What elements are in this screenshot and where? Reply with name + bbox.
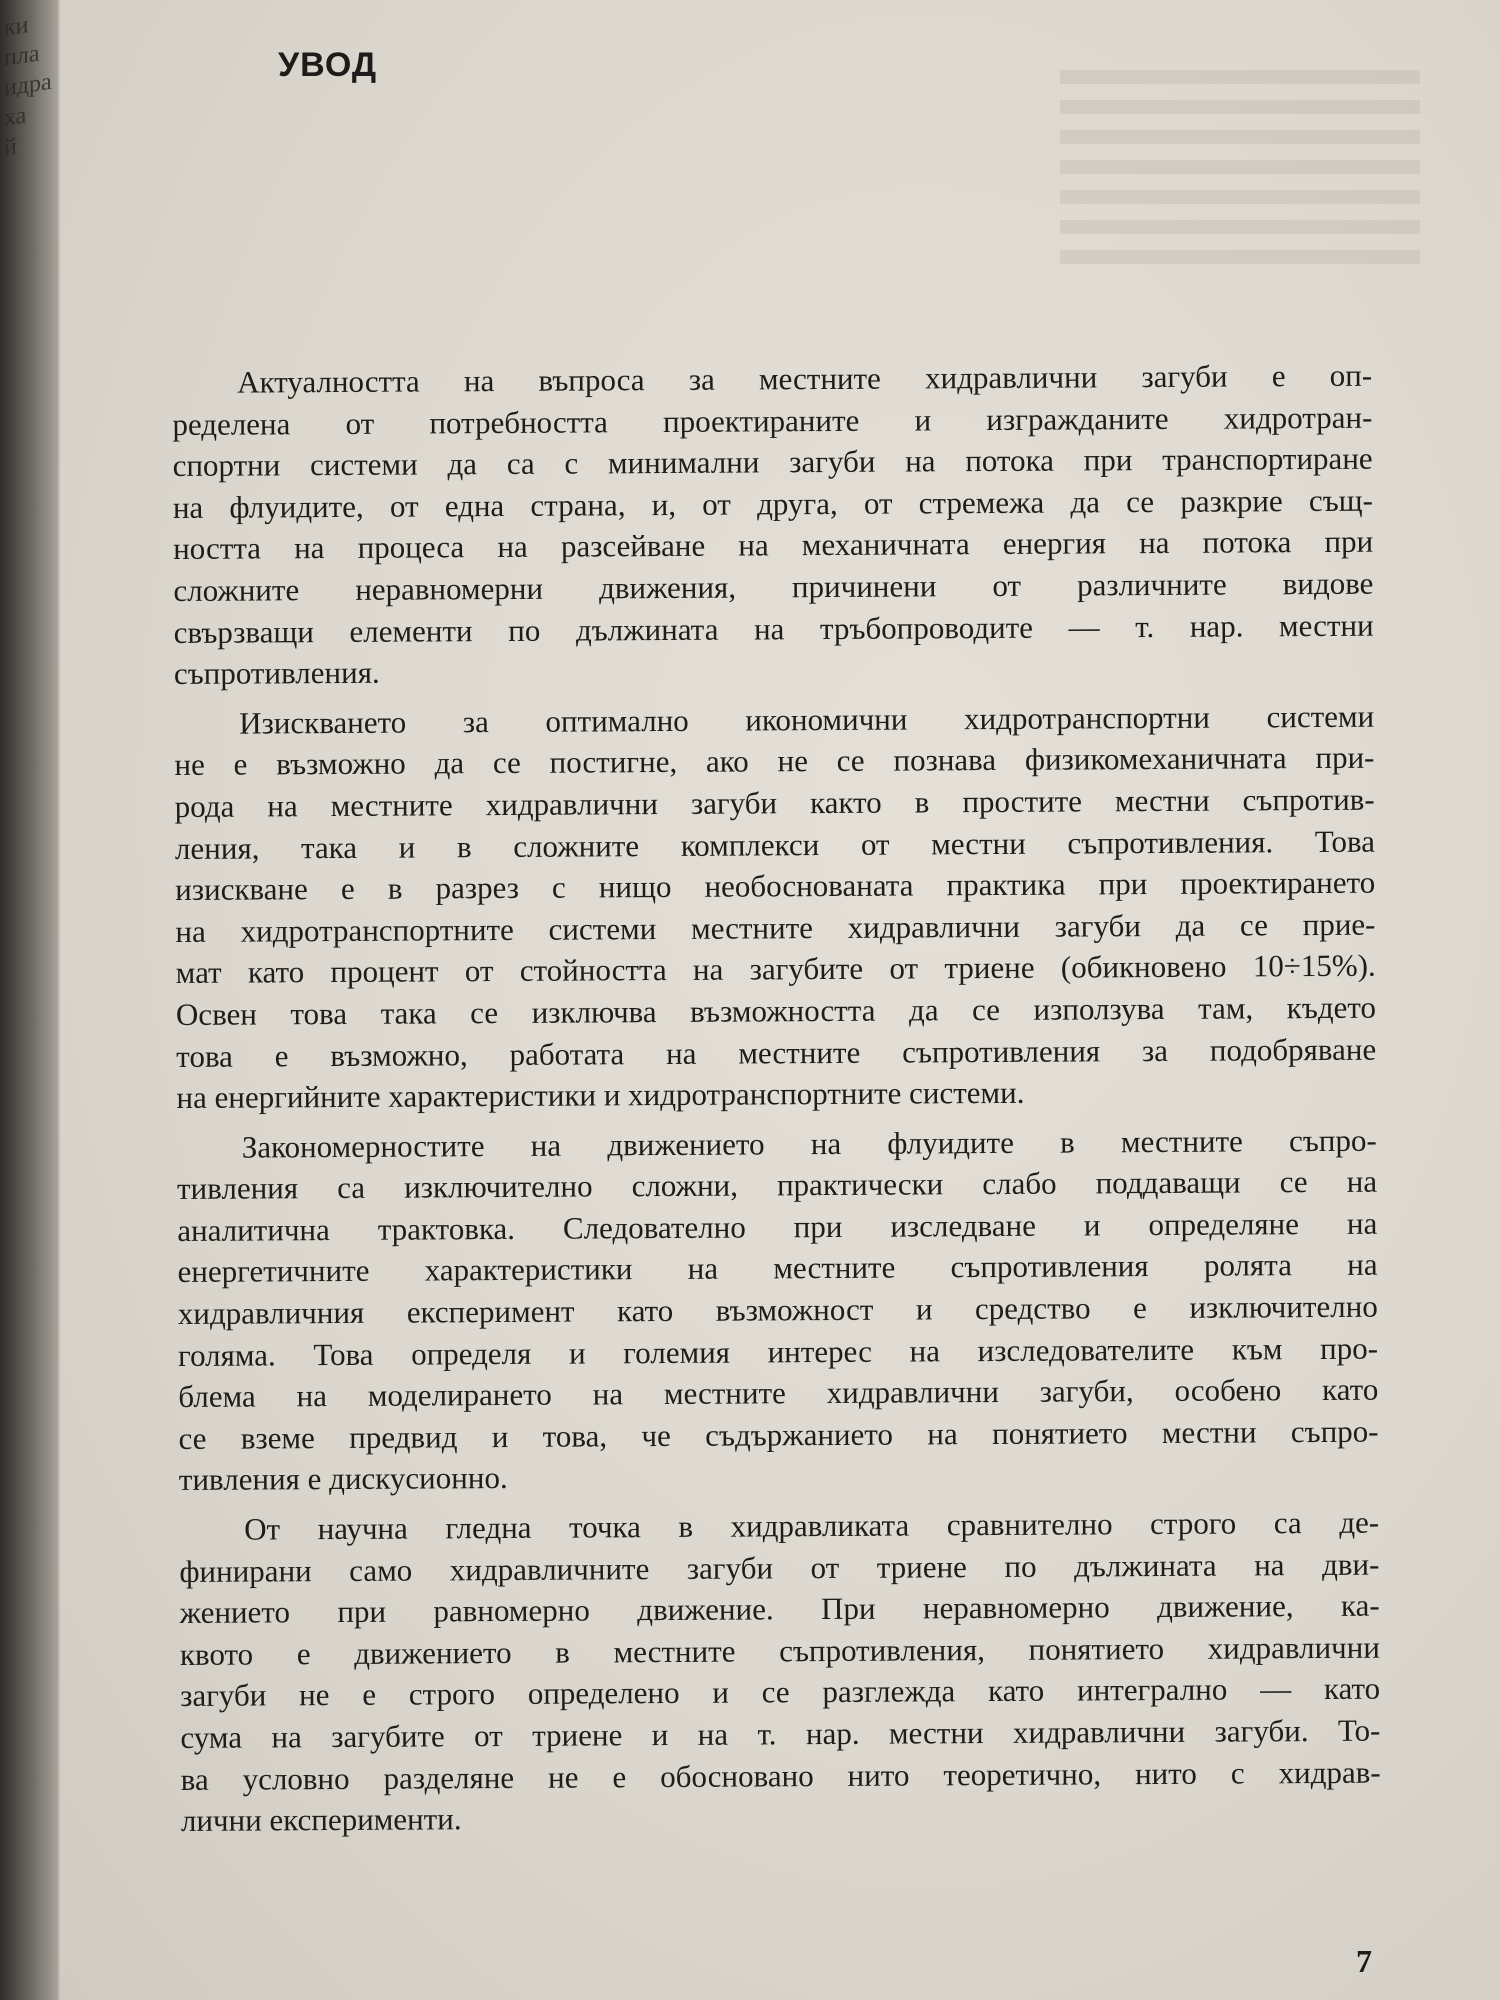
text-line: ва условно разделяне не е обосновано нито теоретично, нито с хидрав- — [180, 1754, 1381, 1797]
text-line: ления, така и в сложните комплекси от местни съпротивления. Това — [174, 823, 1376, 866]
text-line: От научна гледна точка в хидравликата сравнително строго са де- — [244, 1504, 1380, 1547]
text-line: ределена от потребността проектираните и изгражданите хидротран- — [172, 399, 1373, 442]
text-line: сложните неравномерни движения, причинени от различните видове — [173, 565, 1374, 608]
text-line: съпротивления. — [173, 654, 380, 692]
text-line: Актуалността на въпроса за местните хидравлични загуби е оп- — [237, 357, 1373, 400]
text-line: хидравличния експеримент като възможност и средство е изключително — [177, 1288, 1378, 1332]
text-line: това е възможно, работата на местните съпротивления за подобряване — [176, 1031, 1377, 1074]
text-line: на флуидите, от една страна, и, от друга, от стремежа да се разкрие същ- — [172, 482, 1373, 525]
text-line: ността на процеса на разсейване на механичната енергия на потока при — [173, 524, 1374, 567]
text-line: квото е движението в местните съпротивления, понятието хидравлични — [179, 1629, 1380, 1672]
body-text — [172, 355, 1381, 1850]
text-line: изискване е в разрез с нищо необоснованата практика при проектирането — [175, 864, 1376, 908]
previous-page-edge — [0, 0, 58, 2000]
show-through-texture — [1060, 70, 1420, 270]
text-line: сума на загубите от триене и на т. нар. местни хидравлични загуби. То- — [180, 1712, 1381, 1755]
paragraph-3 — [177, 1119, 1379, 1501]
paragraph-2 — [174, 695, 1377, 1118]
book-page — [60, 0, 1500, 2000]
text-line: на енергийните характеристики и хидротранспортните системи. — [176, 1074, 1025, 1116]
text-line: не е възможно да се постигне, ако не се познава физикомеханичната при- — [174, 740, 1375, 783]
text-line: жението при равномерно движение. При неравномерно движение, ка- — [179, 1587, 1380, 1631]
paragraph-4 — [179, 1502, 1381, 1842]
text-line: блема на моделирането на местните хидравлични загуби, особено като — [178, 1371, 1379, 1415]
text-line: рода на местните хидравлични загуби както в простите местни съпротив- — [174, 781, 1375, 824]
paragraph-1 — [172, 355, 1374, 695]
text-line: Освен това така се изключва възможността да се използува там, където — [175, 989, 1377, 1032]
text-line: аналитична трактовка. Следователно при изследване и определяне на — [177, 1205, 1378, 1248]
text-line: загуби не е строго определено и се разглежда като интегрално — като — [180, 1671, 1381, 1714]
text-line: свързващи елементи по дължината на тръбопроводите — т. нар. местни — [173, 607, 1374, 650]
previous-page-text: ки пла идра ха й — [4, 12, 52, 162]
text-line: лични експерименти. — [180, 1801, 462, 1839]
text-line: тивления са изключително сложни, практически слабо поддаващи се на — [176, 1163, 1378, 1207]
text-line: мат като процент от стойността на загубите от триене (обикновено 10÷15%). — [175, 947, 1376, 991]
text-line: спортни системи да са с минимални загуби на потока при транспортиране — [172, 440, 1373, 484]
section-heading: УВОД — [278, 46, 378, 84]
text-line: финирани само хидравличните загуби от триене по дължината на дви- — [179, 1546, 1380, 1589]
text-line: Изискването за оптимално икономични хидротранспортни системи — [239, 698, 1375, 741]
text-line: на хидротранспортните системи местните хидравлични загуби да се прие- — [175, 906, 1376, 949]
text-line: голяма. Това определя и големия интерес на изследователите към про- — [177, 1330, 1379, 1373]
text-line: Закономерностите на движението на флуидите в местните съпро- — [241, 1122, 1377, 1165]
text-line: енергетичните характеристики на местните съпротивления ролята на — [177, 1247, 1378, 1290]
text-line: тивления е дискусионно. — [178, 1460, 508, 1498]
text-line: се вземе предвид и това, че съдържанието на понятието местни съпро- — [178, 1413, 1379, 1456]
page-number: 7 — [1356, 1943, 1372, 1979]
